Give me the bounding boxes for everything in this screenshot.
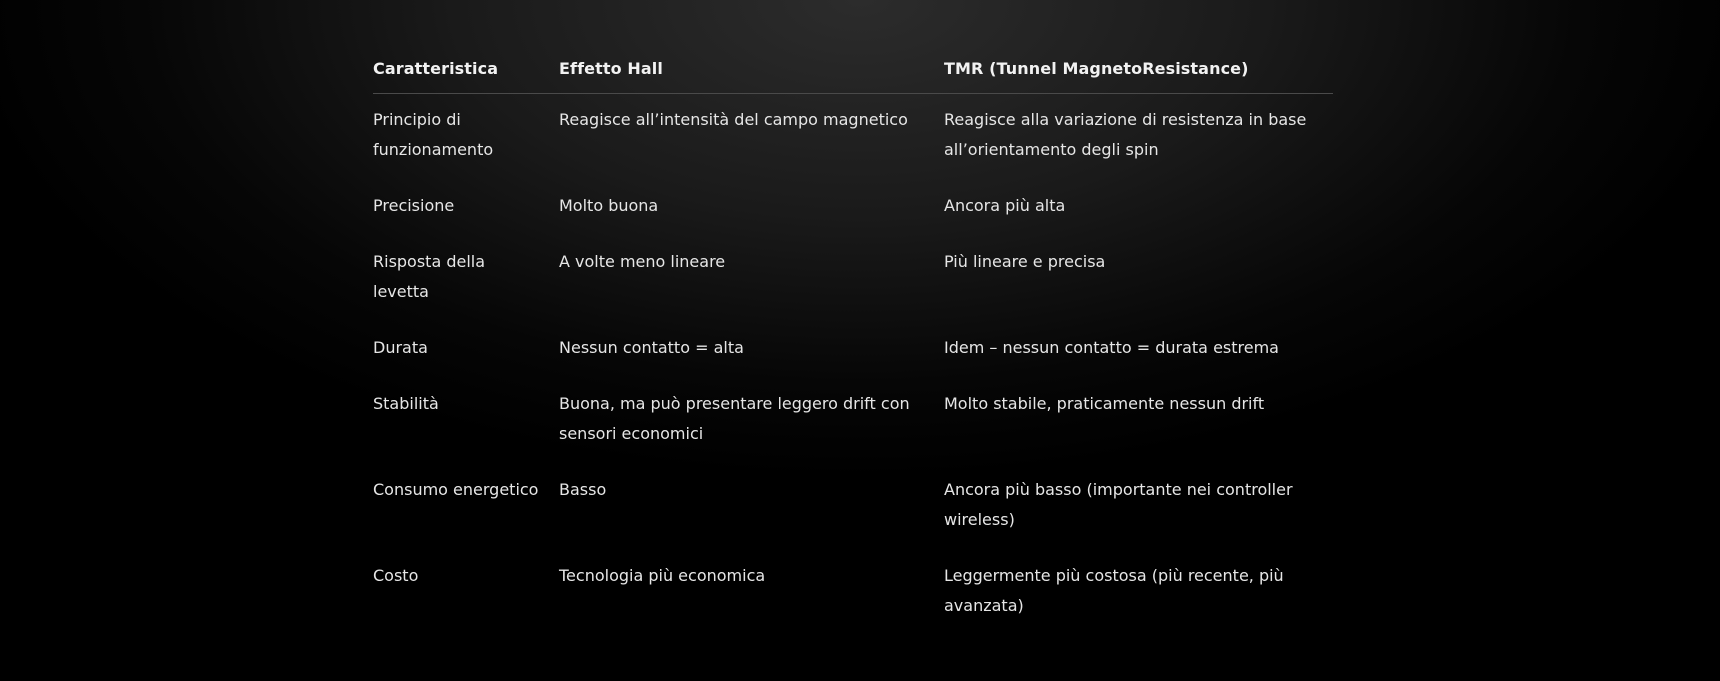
cell-hall-costo: Tecnologia più economica <box>559 566 766 585</box>
comparison-table <box>373 52 1333 647</box>
header-tmr: TMR (Tunnel MagnetoResistance) <box>944 52 1333 94</box>
cell-hall-consumo: Basso <box>559 480 607 499</box>
cell-hall-stabilita: Buona, ma può presentare leggero drift con sensori economici <box>559 394 910 443</box>
table-row <box>373 191 1333 247</box>
cell-hall-risposta: A volte meno lineare <box>559 252 726 271</box>
cell-tmr-risposta: Più lineare e precisa <box>944 252 1106 271</box>
row-label-stabilita: Stabilità <box>373 394 439 413</box>
table-row <box>373 333 1333 389</box>
cell-tmr-consumo: Ancora più basso (importante nei controller wireless) <box>944 480 1293 529</box>
header-row <box>373 52 1333 94</box>
row-label-durata: Durata <box>373 338 428 357</box>
cell-tmr-stabilita: Molto stabile, praticamente nessun drift <box>944 394 1265 413</box>
table-header <box>373 52 1333 94</box>
header-effetto-hall: Effetto Hall <box>559 52 944 94</box>
table-body <box>373 94 1333 648</box>
cell-tmr-costo: Leggermente più costosa (più recente, più avanzata) <box>944 566 1284 615</box>
cell-tmr-principio: Reagisce alla variazione di resistenza in base all’orientamento degli spin <box>944 110 1307 159</box>
row-label-consumo: Consumo energetico <box>373 480 539 499</box>
cell-tmr-durata: Idem – nessun contatto = durata estrema <box>944 338 1279 357</box>
table-row <box>373 94 1333 192</box>
row-label-principio: Principio di funzionamento <box>373 110 494 159</box>
table-row <box>373 475 1333 561</box>
header-caratteristica: Caratteristica <box>373 52 559 94</box>
row-label-risposta: Risposta della levetta <box>373 252 486 301</box>
row-label-precisione: Precisione <box>373 196 455 215</box>
row-label-costo: Costo <box>373 566 419 585</box>
table-row <box>373 389 1333 475</box>
cell-hall-precisione: Molto buona <box>559 196 659 215</box>
table-row <box>373 247 1333 333</box>
cell-hall-durata: Nessun contatto = alta <box>559 338 744 357</box>
cell-hall-principio: Reagisce all’intensità del campo magnetico <box>559 110 908 129</box>
table-row <box>373 561 1333 647</box>
cell-tmr-precisione: Ancora più alta <box>944 196 1066 215</box>
